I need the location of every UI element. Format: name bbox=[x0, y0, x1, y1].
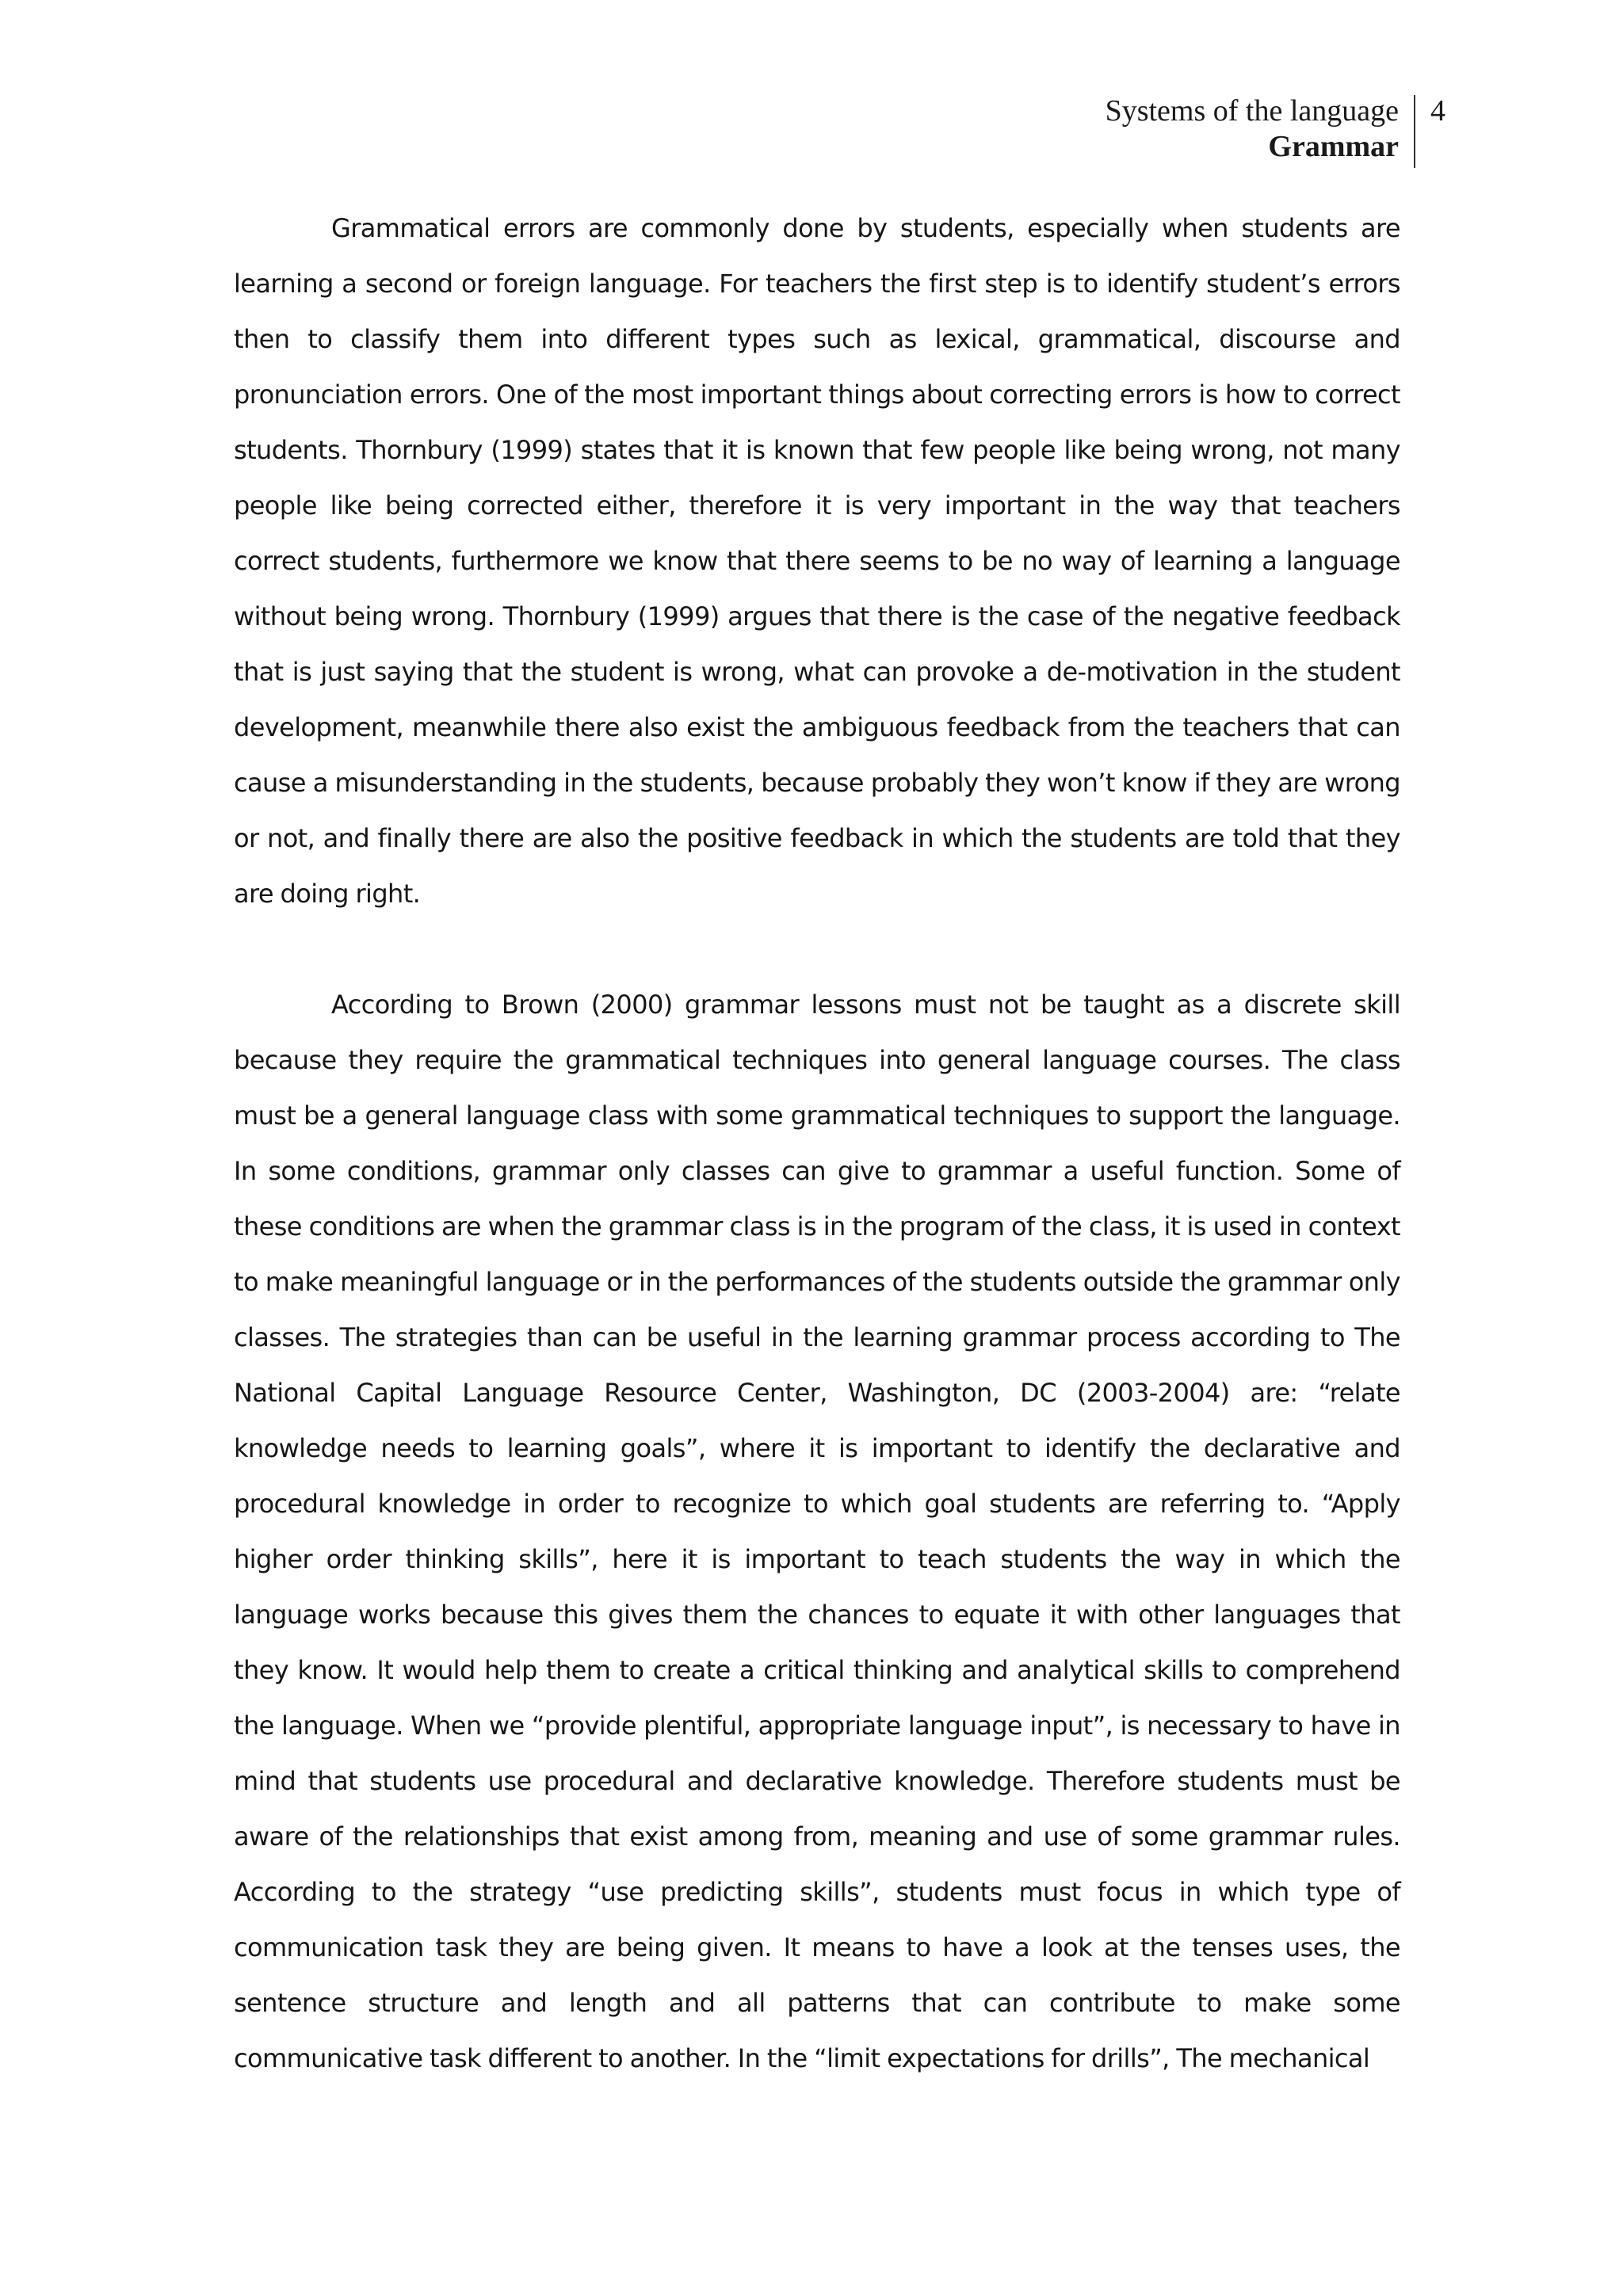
paragraph: According to Brown (2000) grammar lessons must not be taught as a discrete skill because they require the grammatical techniques into general language courses. The class must be a general language class with some grammatical techniques to support the language. In some conditions, grammar only classes can give to grammar a useful function. Some of these conditions are when the grammar class is in the program of the class, it is used in context to make meaningful language or in the performances of the students outside the grammar only classes. The strategies than can be useful in the learning grammar process according to The National Capital Language Resource Center, Washington, DC (2003-2004) are: “relate knowledge needs to learning goals”, where it is important to identify the declarative and procedural knowledge in order to recognize to which goal students are referring to. “Apply higher order thinking skills”, here it is important to teach students the way in which the language works because this gives them the chances to equate it with other languages that they know. It would help them to create a critical thinking and analytical skills to comprehend the language. When we “provide plentiful, appropriate language input”, is necessary to have in mind that students use procedural and declarative knowledge. Therefore students must be aware of the relationships that exist among from, meaning and use of some grammar rules. According to the strategy “use predicting skills”, students must focus in which type of communication task they are being given. It means to have a look at the tenses uses, the sentence structure and length and all patterns that can contribute to make some communicative task different to another. In the “limit expectations for drills”, The mechanical bbox=[234, 990, 1400, 2073]
header-divider bbox=[1414, 95, 1415, 168]
body-text bbox=[234, 200, 1400, 2086]
paragraph: Grammatical errors are commonly done by students, especially when students are learning a second or foreign language. For teachers the first step is to identify student’s errors then to classify them into different types such as lexical, grammatical, discourse and pronunciation errors. One of the most important things about correcting errors is how to correct students. Thornbury (1999) states that it is known that few people like being wrong, not many people like being corrected either, therefore it is very important in the way that teachers correct students, furthermore we know that there seems to be no way of learning a language without being wrong. Thornbury (1999) argues that there is the case of the negative feedback that is just saying that the student is wrong, what can provoke a de-motivation in the student development, meanwhile there also exist the ambiguous feedback from the teachers that can cause a misunderstanding in the students, because probably they won’t know if they are wrong or not, and finally there are also the positive feedback in which the students are told that they are doing right. bbox=[234, 213, 1400, 909]
header-section: Grammar bbox=[1268, 130, 1399, 163]
page-number: 4 bbox=[1430, 94, 1445, 128]
running-header bbox=[1106, 93, 1399, 165]
header-title: Systems of the language bbox=[1105, 94, 1399, 128]
